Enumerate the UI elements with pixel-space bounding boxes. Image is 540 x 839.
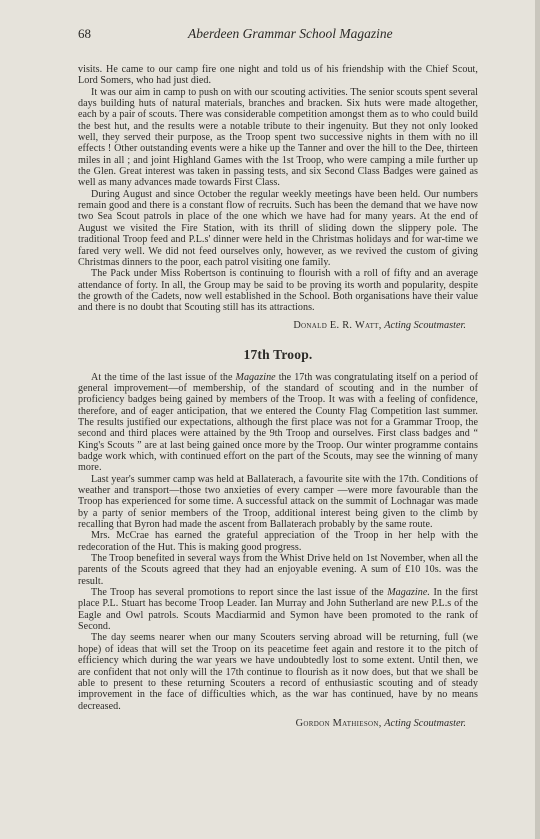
paragraph: The day seems nearer when our many Scouters serving abroad will be returning, full (we hope) of ideas that will set the Troop on its peacetime feet again and restore it to the pitch of efficiency which during the war years we have undoubtedly lost to some extent. Until then, we are confident that not only will the 17th continue to flourish as it now does, but that we shall be able to present to these returning Scouters a record of enthusiastic scouting and of steady improvement in the face of difficulties which, as the war has continued, have by no means decreased. bbox=[78, 632, 478, 712]
paragraph: visits. He came to our camp fire one night and told us of his friendship with the Chief Scout, Lord Somers, who had just died. bbox=[78, 64, 478, 87]
running-head: Aberdeen Grammar School Magazine bbox=[188, 26, 393, 41]
signature-title: Acting Scoutmaster. bbox=[384, 319, 466, 331]
signature bbox=[78, 320, 466, 331]
page-number: 68 bbox=[78, 26, 91, 41]
paragraph: During August and since October the regular weekly meetings have been held. Our numbers remain good and there is a constant flow of recruits. Such has been the demand that we have now two Sea Scout patrols in place of the one which we have had for many years. At the end of August we visited the Fire Station, with its thrill of sliding down the slippery pole. The traditional Troop feed and P.L.s' dinner were held in the Christmas holidays and for war-time we fared very well. We did not feed ourselves only, however, as we revived the custom of giving Christmas dinners to the poor, each patrol visiting one family. bbox=[78, 188, 478, 268]
signature-name: Donald E. R. Watt, bbox=[293, 319, 382, 331]
paragraph: It was our aim in camp to push on with our scouting activities. The senior scouts spent several days building huts of natural materials, branches and bracken. Six huts were made altogether, each by a pair of scouts. There was considerable competition amongst them as to who could build the best hut, and the results were a notable tribute to their ingenuity. But they not only looked well, they served their purpose, as the Troop spent two successive nights in them with no ill effects ! Other outstanding events were a hike up the Tanner and over the hill to the Dee, thirteen miles in all ; and joint Highland Games with the 1st Troop, who were camping a mile further up the Glen. Great interest was taken in passing tests, and six Second Class Badges were gained as well as many advances made towards First Class. bbox=[78, 86, 478, 189]
signature-name: Gordon Mathieson, bbox=[295, 717, 382, 729]
section-17th-troop bbox=[78, 347, 478, 729]
section-heading: 17th Troop. bbox=[243, 346, 313, 362]
page-header bbox=[78, 26, 478, 52]
magazine-title: Magazine. bbox=[387, 587, 430, 599]
paragraph: The Pack under Miss Robertson is continuing to flourish with a roll of fifty and an average attendance of forty. In all, the Group may be said to be proving its worth and popularity, despite the growth of the Cadets, now well established in the School. Both organisations have their value and there is no doubt that Scouting still has its attractions. bbox=[78, 268, 478, 314]
paragraph: The Troop benefited in several ways from the Whist Drive held on 1st November, when all the parents of the Scouts agreed that they had an enjoyable evening. A sum of £10 10s. was the result. bbox=[78, 553, 478, 587]
page-edge-shadow bbox=[535, 0, 540, 839]
signature bbox=[78, 718, 466, 729]
paragraph: Mrs. McCrae has earned the grateful appreciation of the Troop in her help with the redecoration of the Hut. This is making good progress. bbox=[78, 530, 478, 553]
paragraph: At the time of the last issue of the Magazine the 17th was congratulating itself on a period of general improvement—of membership, of the standard of scouting and in the number of proficiency badges being gained by members of the Troop. It was with a feeling of confidence, therefore, and of eager anticipation, that we entered the County Flag Competition last summer. The results justified our expectations, although the first place was not for a Grammar Troop, the second and third places were attained by the 9th Troop and ourselves. First class badges and “ King's Scouts ” are at last being gained once more by the Troop. Our winter programme contains badge work which, with continued effort on the part of the Scouts, may see the winning of many more. bbox=[78, 371, 479, 474]
magazine-title: Magazine bbox=[235, 371, 276, 383]
signature-title: Acting Scoutmaster. bbox=[384, 717, 466, 729]
section-previous-troop bbox=[78, 64, 478, 331]
paragraph: The Troop has several promotions to report since the last issue of the Magazine. In the first place P.L. Stuart has become Troop Leader. Ian Murray and John Sutherland are new P.L.s of the Eagle and Owl patrols. Scouts Macdiarmid and Symon have been promoted to the rank of Second. bbox=[78, 587, 478, 633]
paragraph: Last year's summer camp was held at Ballaterach, a favourite site with the 17th. Conditions of weather and transport—those two anxieties of every camper —were more favourable than the Troop has experienced for some time. A successful attack on the summit of Lochnagar was made by a party of senior members of the Troop, additional interest being given to the climb by recalling that Byron had made the ascent from Ballaterach probably by the same route. bbox=[78, 473, 478, 531]
